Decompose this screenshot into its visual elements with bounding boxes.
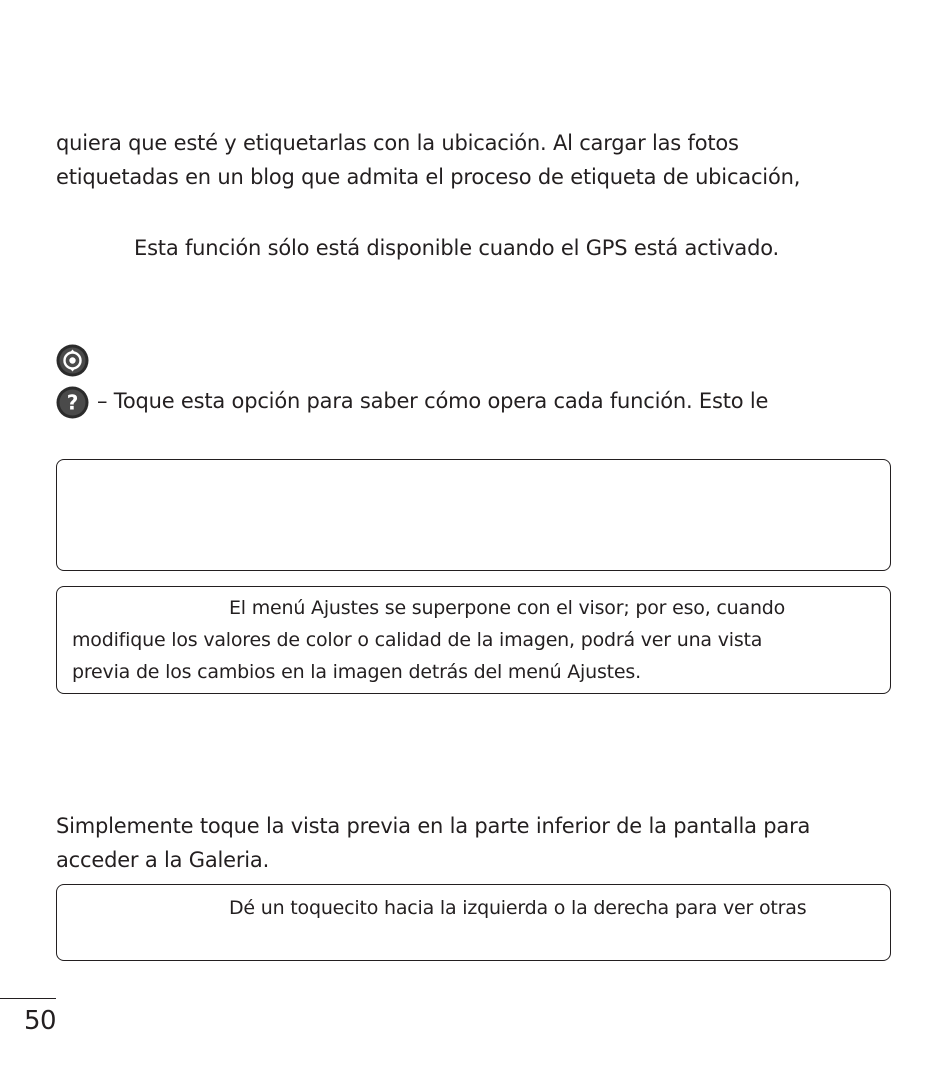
svg-text:?: ?	[66, 390, 79, 415]
gallery-paragraph-line-2: acceder a la Galeria.	[56, 848, 270, 872]
paragraph-top-line-2: etiquetadas en un blog que admita el proceso de etiqueta de ubicación,	[56, 165, 801, 189]
gps-note: Esta función sólo está disponible cuando el GPS está activado.	[134, 236, 779, 260]
settings-note-line-2: modifique los valores de color o calidad de la imagen, podrá ver una vista	[72, 629, 763, 651]
page-number: 50	[24, 1006, 57, 1036]
swipe-note-text: Dé un toquecito hacia la izquierda o la derecha para ver otras	[229, 897, 807, 919]
page-number-rule	[0, 998, 56, 999]
swipe-note-box	[56, 884, 891, 961]
help-item-text: – Toque esta opción para saber cómo opera cada función. Esto le	[97, 389, 769, 413]
paragraph-top-line-1: quiera que esté y etiquetarlas con la ubicación. Al cargar las fotos	[56, 131, 739, 155]
settings-note-line-3: previa de los cambios en la imagen detrás del menú Ajustes.	[72, 661, 641, 683]
settings-note-box	[56, 586, 891, 694]
settings-reset-icon	[56, 344, 89, 377]
settings-note-line-1: El menú Ajustes se superpone con el visor; por eso, cuando	[229, 597, 786, 619]
help-question-icon	[56, 386, 89, 419]
empty-note-box	[56, 459, 891, 571]
gallery-paragraph-line-1: Simplemente toque la vista previa en la parte inferior de la pantalla para	[56, 814, 811, 838]
